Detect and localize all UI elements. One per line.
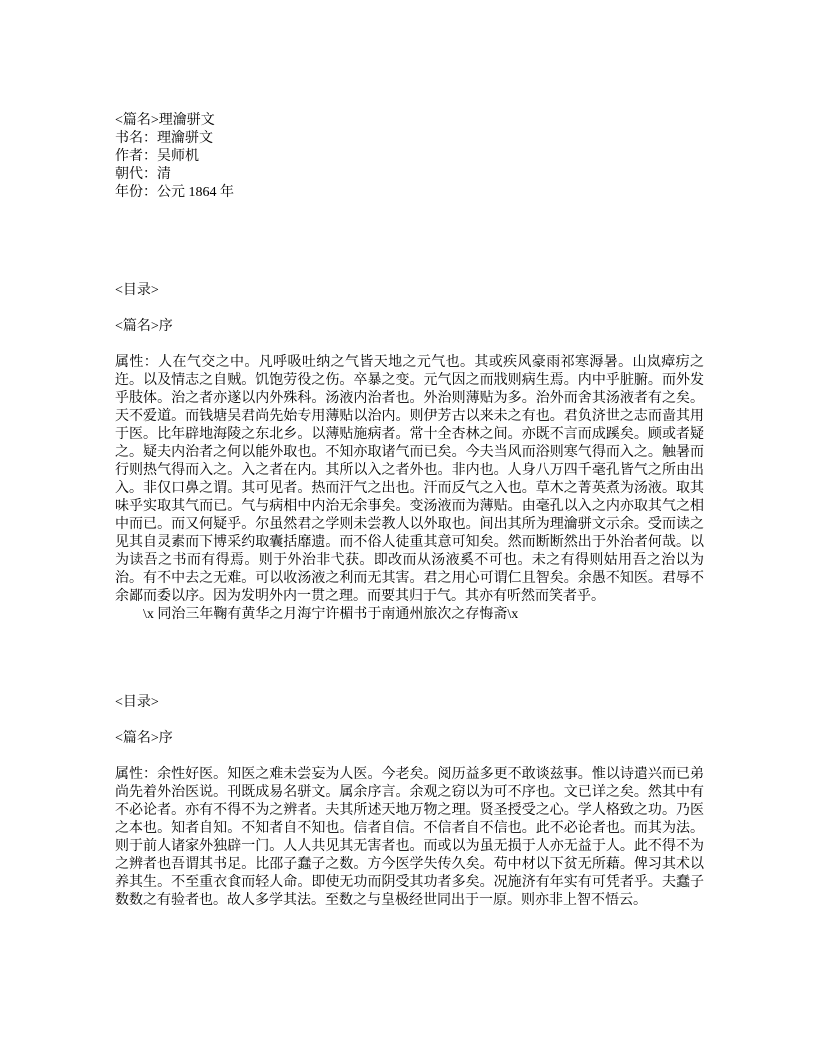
meta-line-title: <篇名>理瀹骈文 (115, 113, 215, 128)
section-title: <篇名>序 (115, 319, 173, 334)
toc-heading: <目录> (115, 695, 159, 710)
preface-body: 属性：人在气交之中。凡呼吸吐纳之气皆天地之元气也。其或疾风豪雨祁寒溽暑。山岚瘴疠之迕。以及情志之自贼。饥饱劳役之伤。卒暴之变。元气因之而戕则病生焉。内中乎脏腑。而外发乎肢体。治之者亦遂以内外殊科。汤液内治者也。外治则薄贴为多。治外而舍其汤液者有之矣。天不爱道。而钱塘吴君尚先始专用薄贴以治内。则伊芳古以来未之有也。君负济世之志而啬其用于医。比年辟地海陵之东北乡。以薄贴施病者。常十全杏林之间。亦既不言而成蹊矣。顾或者疑之。疑夫内治者之何以能外取也。不知亦取诸气而已矣。今夫当风而浴则寒气得而入之。触暑而行则热气得而入之。入之者在内。其所以入之者外也。非内也。人身八万四千毫孔皆气之所由出入。非仅口鼻之谓。其可见者。热而汗气之出也。汗而反气之入也。草木之菁英煮为汤液。取其味乎实取其气而已。气与病相中内治无余事矣。变汤液而为薄贴。由毫孔以入之内亦取其气之相中而已。而又何疑乎。尔虽然君之学则未尝教人以外取也。间出其所为理瀹骈文示余。受而读之见其自灵素而下博采约取囊括靡遗。而不俗人徒重其意可知矣。然而断断然出于外治者何哉。以为读吾之书而有得焉。则于外治非弋获。即改而从汤液奚不可也。未之有得则姑用吾之治以为治。有不中去之无难。可以收汤液之利而无其害。君之用心可谓仁且智矣。余愚不知医。君辱不余鄙而委以序。因为发明外内一贯之理。而要其归于气。其亦有听然而笑者乎。 (115, 355, 704, 604)
meta-line-book: 书名：理瀹骈文 (115, 131, 213, 146)
meta-line-year: 年份：公元 1864 年 (115, 185, 234, 200)
document-meta (115, 112, 704, 202)
toc-heading: <目录> (115, 283, 159, 298)
preface-section-1 (115, 282, 704, 624)
meta-line-dynasty: 朝代：清 (115, 167, 171, 182)
section-title: <篇名>序 (115, 731, 173, 746)
meta-line-author: 作者：吴师机 (115, 149, 199, 164)
colophon-line: \x 同治三年鞠有黄华之月海宁许楣书于南通州旅次之存悔斋\x (143, 607, 519, 622)
preface-section-2 (115, 694, 704, 910)
preface-body: 属性：余性好医。知医之难未尝妄为人医。今老矣。阅历益多更不敢谈兹事。惟以诗遣兴而已弟尚先着外治医说。刊既成易名骈文。属余序言。余观之窃以为可不序也。文已详之矣。然其中有不必论者。亦有不得不为之辨者。夫其所述天地万物之理。贤圣授受之心。学人格致之功。乃医之本也。知者自知。不知者自不知也。信者自信。不信者自不信也。此不必论者也。而其为法。则于前人诸家外独辟一门。人人共见其无害者也。而或以为虽无损于人亦无益于人。此不得不为之辨者也吾谓其书足。比邵子蠢子之数。方今医学失传久矣。苟中材以下贫无所藉。俾习其术以养其生。不至重衣食而轻人命。即使无功而阴受其功者多矣。况施济有年实有可凭者乎。夫蠢子数数之有验者也。故人多学其法。至数之与皇极经世同出于一原。则亦非上智不悟云。 (115, 767, 704, 908)
